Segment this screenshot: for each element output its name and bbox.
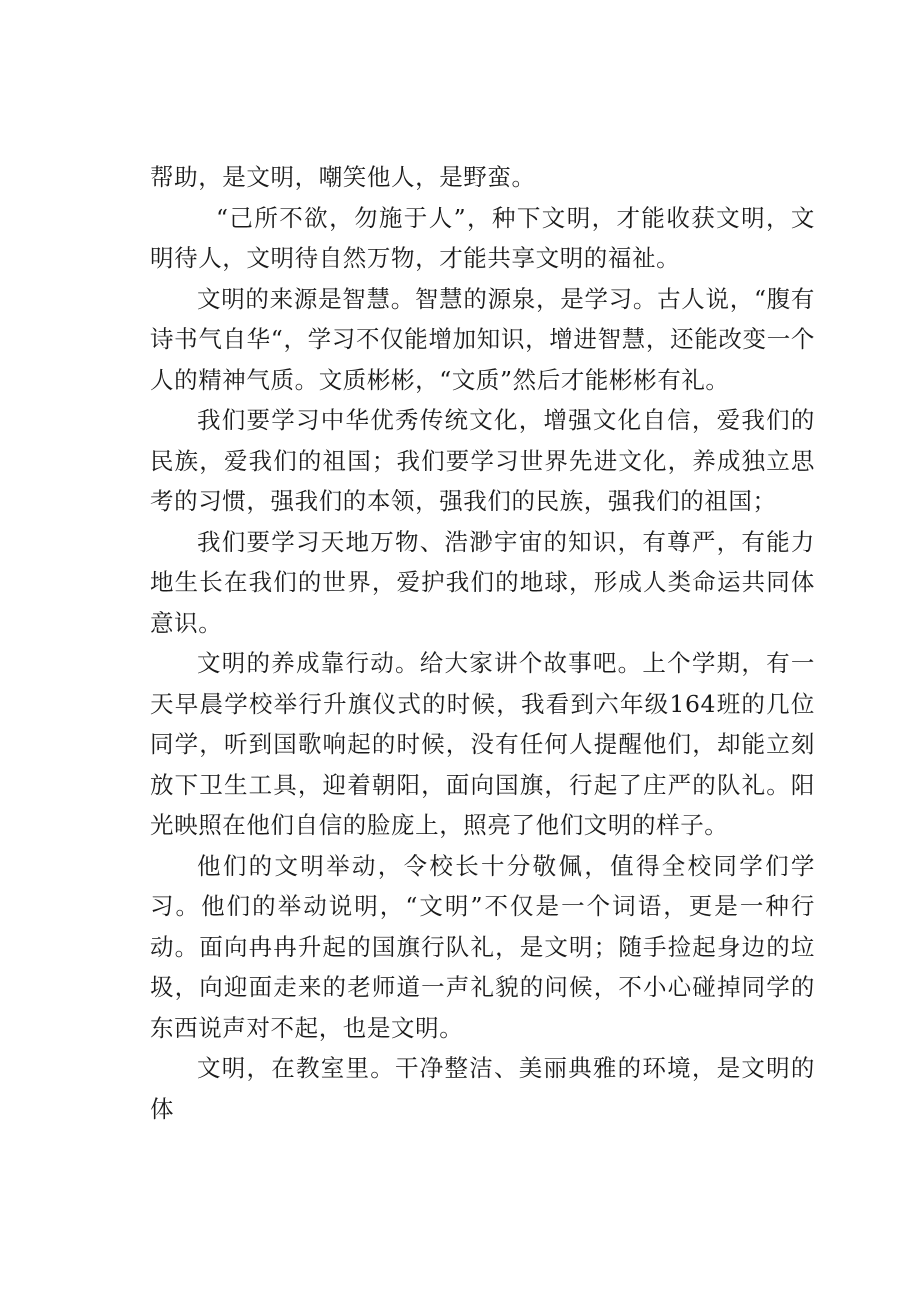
paragraph-7: 他们的文明举动，令校长十分敬佩，值得全校同学们学习。他们的举动说明，“文明”不仅是一个词语，更是一种行动。面向冉冉升起的国旗行队礼，是文明；随手捡起身边的垃圾，向迎面走来的老师道一声礼貌的问候，不小心碰掉同学的东西说声对不起，也是文明。: [150, 851, 815, 1042]
paragraph-6: 文明的养成靠行动。给大家讲个故事吧。上个学期，有一天早晨学校举行升旗仪式的时候，我看到六年级164班的几位同学，听到国歌响起的时候，没有任何人提醒他们，却能立刻放下卫生工具，迎着朝阳，面向国旗，行起了庄严的队礼。阳光映照在他们自信的脸庞上，照亮了他们文明的样子。: [150, 649, 815, 839]
paragraph-1: 帮助，是文明，嘲笑他人，是野蛮。: [150, 163, 536, 191]
paragraph-8: 文明，在教室里。干净整洁、美丽典雅的环境，是文明的体: [150, 1054, 815, 1123]
paragraph-3: 文明的来源是智慧。智慧的源泉，是学习。古人说，“腹有诗书气自华“，学习不仅能增加知识，增进智慧，还能改变一个人的精神气质。文质彬彬，“文质”然后才能彬彬有礼。: [150, 284, 815, 394]
document-body: [150, 157, 815, 1129]
paragraph-4: 我们要学习中华优秀传统文化，增强文化自信，爱我们的民族，爱我们的祖国；我们要学习世界先进文化，养成独立思考的习惯，强我们的本领，强我们的民族，强我们的祖国；: [150, 406, 815, 515]
paragraph-2: “己所不欲，勿施于人”，种下文明，才能收获文明，文明待人，文明待自然万物，才能共享文明的福祉。: [150, 203, 815, 272]
paragraph-5: 我们要学习天地万物、浩渺宇宙的知识，有尊严，有能力地生长在我们的世界，爱护我们的地球，形成人类命运共同体意识。: [150, 527, 815, 637]
